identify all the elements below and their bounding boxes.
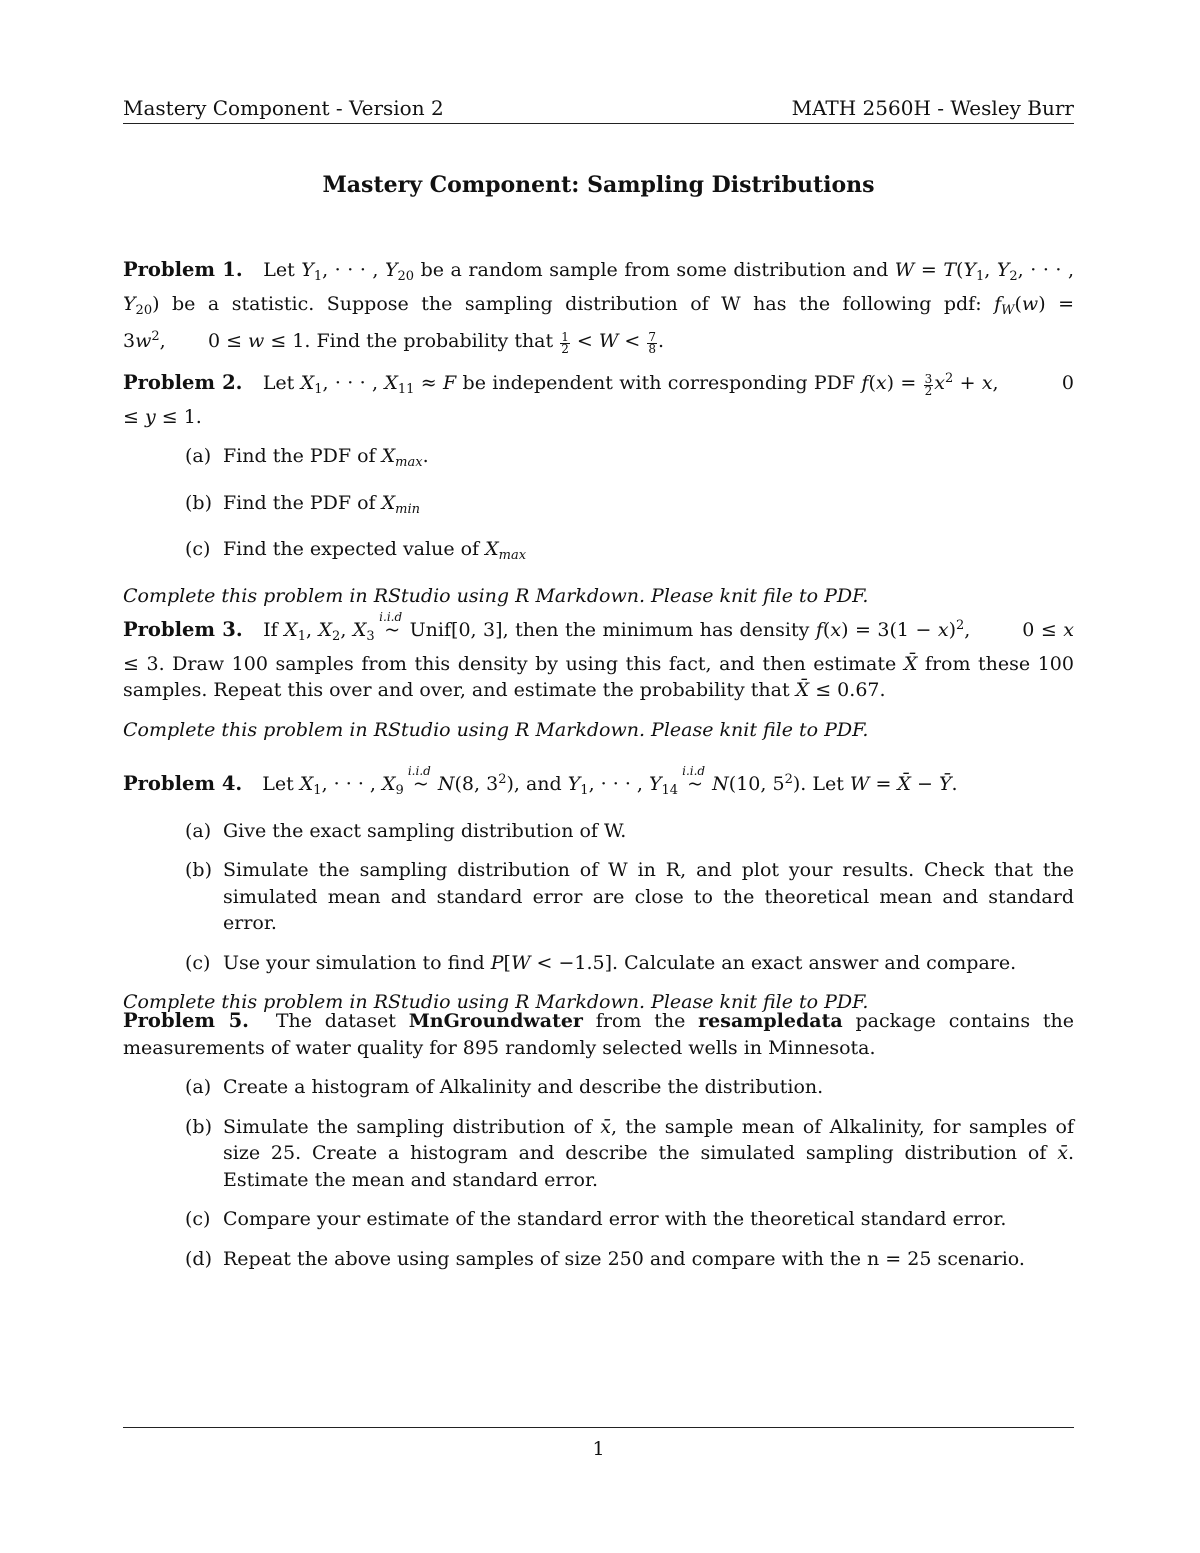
- problem-3: Problem 3. If $X_1$, $X_2$, $X_3$ i.i.d ~ Unif[0, 3], then the minimum has density $f(x) = 3(1 - x)^2$, 0 ≤ x ≤ 3. Draw 100 samples from this density by using this fact, and then estimate X̄ from these 100 samples. Repeat this over and over, and estimate the probability that X̄ ≤ 0.67. Complete this problem in RStudio using R Markdown. Please knit file to PDF.: [123, 613, 1074, 743]
- dataset-name: MnGroundwater: [408, 1010, 583, 1032]
- problem-4-item-c: (c) Use your simulation to find P[W < −1.5]. Calculate an exact answer and compare.: [185, 951, 1017, 974]
- problem-4-label: Problem 4.: [123, 772, 243, 795]
- problem-1-text: Let: [263, 259, 295, 281]
- package-name: resampledata: [698, 1010, 843, 1032]
- problem-5-label: Problem 5.: [123, 1009, 249, 1032]
- problem-1: Problem 1. Let $Y_1$, · · · , $Y_{20}$ be a random sample from some distribution and $W = T(Y_1$, $Y_2$, · · · , $Y_{20}$) be a statistic. Suppose the sampling distribution of W has the following pdf: $f_W(w) = 3w^2$, 0 ≤ w ≤ 1. Find the probability that $\frac{1}{2}$ < W < $\frac{7}{8}$ .: [123, 258, 1075, 356]
- problem-5-item-a: (a) Create a histogram of Alkalinity and describe the distribution.: [185, 1076, 824, 1098]
- problem-2: Problem 2. Let $X_1$, · · · , $X_{11} \approx F$ be independent with corresponding PDF f(x) = $\frac{3}{2}$ $x^2 + x$, 0 ≤ y ≤ 1. (a) Find the PDF of $X_{max}$. (b) Find the PDF of $X_{min}$ (c) Find the expected value of $X_{max}$ Complete this problem in RStudio using R Markdown. Please knit file to PDF.: [123, 366, 1074, 609]
- problem-1-text: be a statistic. Suppose the sampling distribution of W has the following pdf:: [172, 292, 982, 315]
- problem-2-label: Problem 2.: [123, 371, 243, 394]
- problem-4: Problem 4. Let $X_1$, · · · , $X_9$ i.i.d ~ N(8, $3^2$), and $Y_1$, · · · , $Y_{14}$ i.i.d ~ N(10, $5^2$). Let W = X̄ − Ȳ. (a) Give the exact sampling distribution of W. (b) Simulate the sampling distribution of W in R, and plot your results. Check that the simulated mean and standard error are close to the theoretical mean and standard error. (c) Use your simulation to find P[W < −1.5]. Calculate an exact answer and compare. Complete this problem in RStudio using R Markdown. Please knit file to PDF.: [123, 767, 1074, 1016]
- problem-4-item-a: (a) Give the exact sampling distribution of W.: [185, 819, 627, 842]
- footer-rule: [123, 1427, 1074, 1428]
- header-rule: [123, 123, 1074, 124]
- problem-2-item-a: (a) Find the PDF of $X_{max}$.: [185, 445, 429, 470]
- page-title: Mastery Component: Sampling Distributions: [322, 172, 875, 198]
- running-header-right: MATH 2560H - Wesley Burr: [791, 96, 1074, 120]
- problem-5: Problem 5. The dataset MnGroundwater from the resampledata package contains the measurements of water quality for 895 randomly selected wells in Minnesota. (a) Create a histogram of Alkalinity and describe the distribution. (b) Simulate the sampling distribution of x̄, the sample mean of Alkalinity, for samples of size 25. Create a histogram and describe the simulated sampling distribution of x̄. Estimate the mean and standard error. (c) Compare your estimate of the standard error with the theoretical standard error. (d) Repeat the above using samples of size 250 and compare with the n = 25 scenario.: [123, 1008, 1074, 1285]
- problem-3-note: Complete this problem in RStudio using R Markdown. Please knit file to PDF.: [123, 718, 869, 741]
- problem-1-label: Problem 1.: [123, 258, 243, 281]
- problem-1-text: Find the probability that: [316, 330, 554, 352]
- problem-3-label: Problem 3.: [123, 618, 243, 641]
- page-number: 1: [592, 1438, 605, 1460]
- problem-4-item-b: (b) Simulate the sampling distribution of W in R, and plot your results. Check that the simulated mean and standard error are close to the theoretical mean and standard error.: [185, 859, 1074, 934]
- problem-5-item-c: (c) Compare your estimate of the standard error with the theoretical standard error.: [185, 1208, 1007, 1230]
- problem-2-item-b: (b) Find the PDF of $X_{min}$: [185, 491, 421, 517]
- problem-5-item-b: (b) Simulate the sampling distribution of x̄, the sample mean of Alkalinity, for samples of size 25. Create a histogram and describe the simulated sampling distribution of x̄. Estimate the mean and standard error.: [185, 1115, 1074, 1191]
- problem-2-item-c: (c) Find the expected value of $X_{max}$: [185, 538, 527, 563]
- problem-4-note: Complete this problem in RStudio using R Markdown. Please knit file to PDF.: [123, 991, 869, 1013]
- problem-1-text: be a random sample from some distribution and: [420, 259, 889, 281]
- running-header-left: Mastery Component - Version 2: [123, 96, 444, 120]
- problem-5-item-d: (d) Repeat the above using samples of size 250 and compare with the n = 25 scenario.: [185, 1247, 1025, 1270]
- problem-2-note: Complete this problem in RStudio using R Markdown. Please knit file to PDF.: [123, 584, 869, 607]
